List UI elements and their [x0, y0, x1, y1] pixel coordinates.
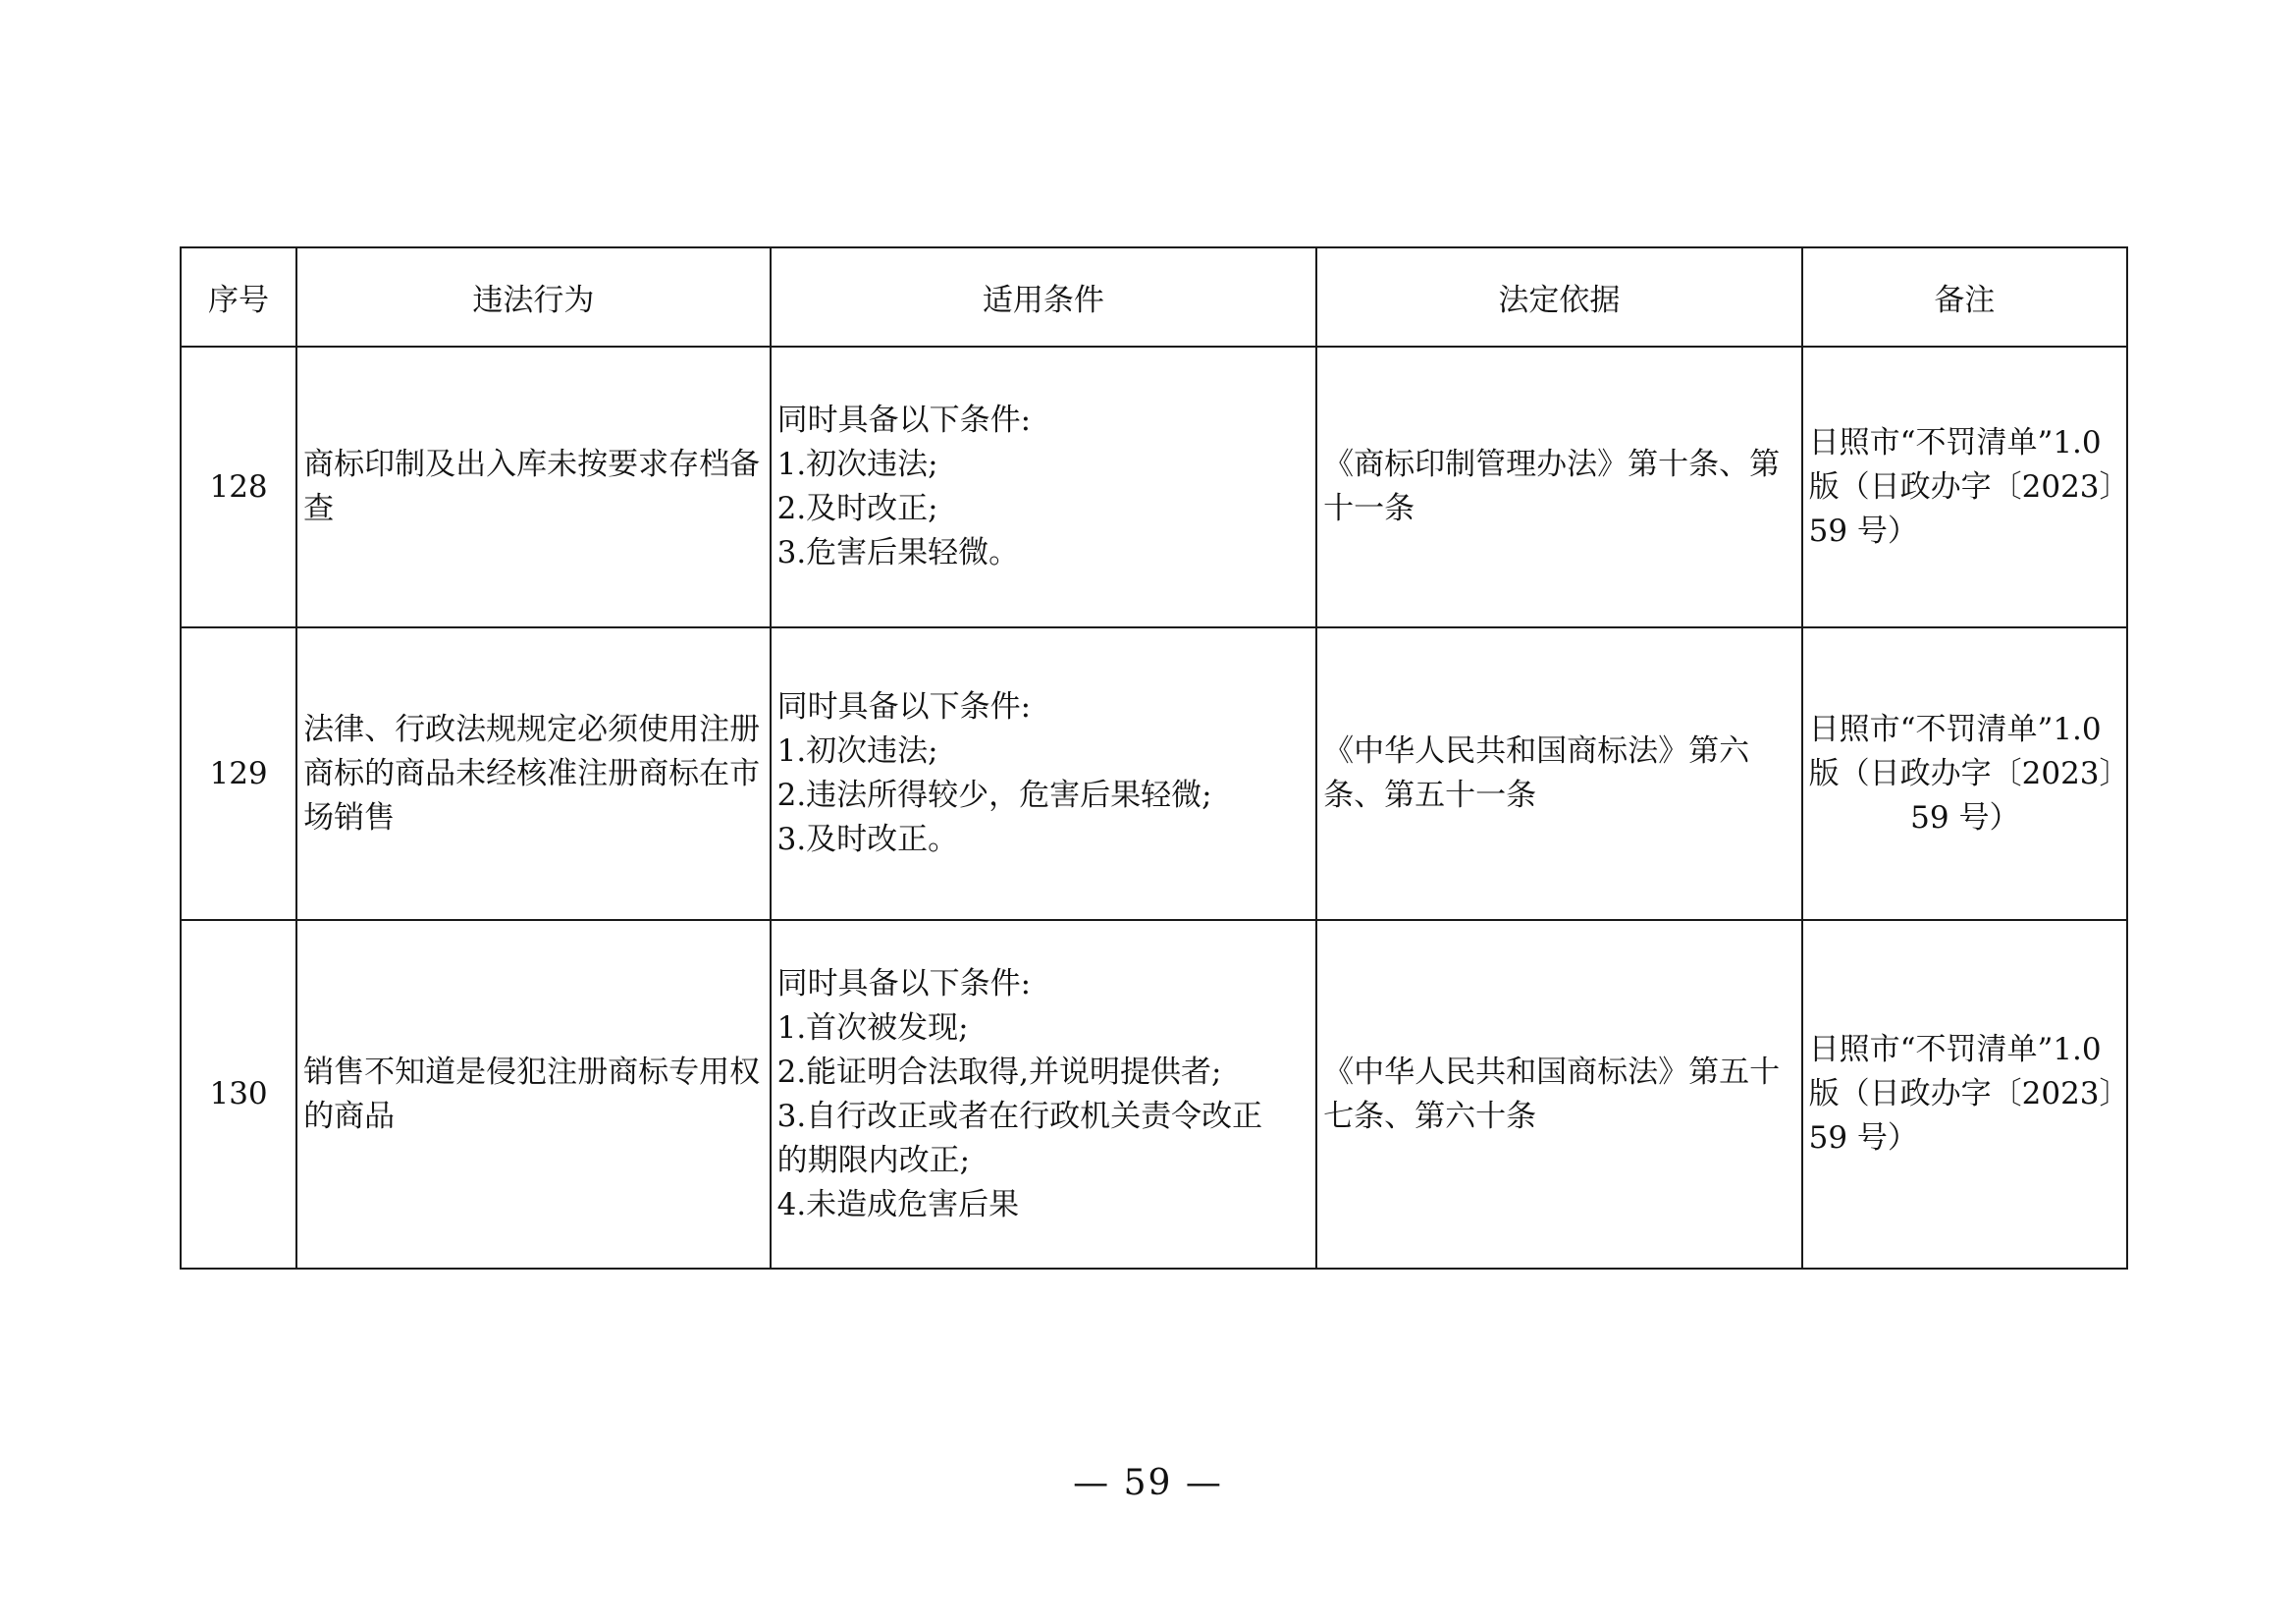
note-line: 版（日政办字〔2023〕	[1808, 1076, 2130, 1111]
note-cell	[1802, 347, 2130, 627]
violation-cell	[296, 627, 770, 920]
note-line: 日照市“不罚清单”1.0	[1808, 1032, 2102, 1067]
condition-line: 1.首次被发现;	[776, 1009, 969, 1046]
legal-basis-cell	[1316, 920, 1801, 1269]
regulation-table	[180, 246, 2128, 1270]
condition-line: 2.能证明合法取得,并说明提供者;	[776, 1054, 1222, 1090]
page-number: — 59 —	[1073, 1463, 1223, 1503]
header-no: 序号	[181, 247, 296, 347]
note-line: 日照市“不罚清单”1.0	[1808, 424, 2102, 460]
legal-basis-text: 《商标印制管理办法》第十条、第十一条	[1323, 447, 1781, 526]
condition-line: 4.未造成危害后果	[776, 1186, 1020, 1222]
condition-line: 1.初次违法;	[776, 733, 938, 769]
legal-basis-text: 《中华人民共和国商标法》第五十七条、第六十条	[1323, 1054, 1781, 1134]
violation-text: 法律、行政法规规定必须使用注册商标的商品未经核准注册商标在市场销售	[303, 711, 761, 836]
note-line: 版（日政办字〔2023〕	[1808, 755, 2130, 791]
condition-cell	[771, 627, 1317, 920]
condition-line: 2.违法所得较少，危害后果轻微;	[776, 778, 1212, 813]
condition-line: 同时具备以下条件:	[776, 403, 1032, 438]
condition-line: 1.初次违法;	[776, 447, 938, 482]
note-cell	[1802, 920, 2130, 1269]
note-line: 59 号）	[1910, 799, 2020, 836]
row-number: 129	[181, 627, 296, 920]
legal-basis-cell	[1316, 347, 1801, 627]
condition-line: 的期限内改正;	[776, 1142, 971, 1178]
condition-line: 3.危害后果轻微。	[776, 535, 1020, 570]
note-line: 59 号）	[1808, 513, 1918, 549]
condition-cell	[771, 920, 1317, 1269]
header-cond: 适用条件	[771, 247, 1317, 347]
violation-cell	[296, 920, 770, 1269]
violation-cell	[296, 347, 770, 627]
table-row	[181, 347, 2127, 627]
note-line: 日照市“不罚清单”1.0	[1808, 711, 2102, 747]
table-header-row	[181, 247, 2127, 347]
header-act: 违法行为	[296, 247, 770, 347]
row-number: 128	[181, 347, 296, 627]
header-basis: 法定依据	[1316, 247, 1801, 347]
header-note: 备注	[1802, 247, 2127, 347]
table-row	[181, 920, 2127, 1269]
note-cell	[1802, 627, 2130, 920]
condition-line: 同时具备以下条件:	[776, 965, 1032, 1001]
legal-basis-text: 《中华人民共和国商标法》第六条、第五十一条	[1323, 733, 1750, 813]
note-line: 版（日政办字〔2023〕	[1808, 468, 2130, 505]
condition-line: 3.自行改正或者在行政机关责令改正	[776, 1098, 1263, 1134]
violation-text: 销售不知道是侵犯注册商标专用权的商品	[303, 1054, 761, 1134]
table-row	[181, 627, 2127, 920]
condition-line: 2.及时改正;	[776, 491, 938, 526]
condition-cell	[771, 347, 1317, 627]
legal-basis-cell	[1316, 627, 1801, 920]
note-line: 59 号）	[1808, 1120, 1918, 1156]
violation-text: 商标印制及出入库未按要求存档备查	[303, 447, 761, 526]
condition-line: 同时具备以下条件:	[776, 689, 1032, 725]
condition-line: 3.及时改正。	[776, 822, 959, 857]
row-number: 130	[181, 920, 296, 1269]
